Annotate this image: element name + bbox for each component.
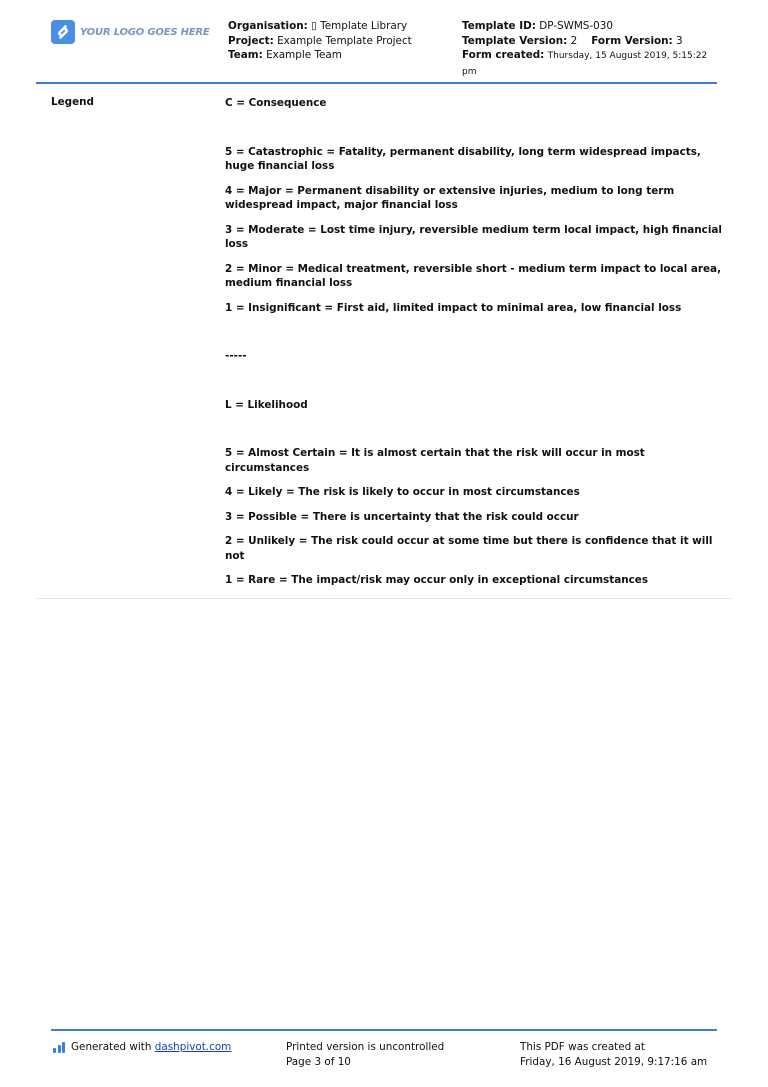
legend-line: 3 = Possible = There is uncertainty that the risk could occur [225, 510, 579, 523]
footer-divider [51, 1029, 717, 1031]
page-header [51, 16, 717, 82]
pdf-created-label: This PDF was created at [520, 1041, 645, 1053]
legend-line: 5 = Almost Certain = It is almost certain that the risk will occur in most circumstances [225, 447, 645, 474]
project-label: Project: [228, 34, 274, 47]
legend-label: Legend [51, 96, 94, 108]
footer-print-info [286, 1040, 444, 1069]
legend-line: 2 = Minor = Medical treatment, reversible short - medium term impact to local area, medium financial loss [225, 262, 722, 289]
dashpivot-chart-icon [53, 1042, 65, 1053]
dashpivot-link[interactable]: dashpivot.com [154, 1041, 232, 1053]
header-template-info [462, 19, 722, 79]
legend-line: 5 = Catastrophic = Fatality, permanent disability, long term widespread impacts, huge financial loss [225, 145, 701, 172]
template-id-row [462, 19, 722, 34]
legend-line: L = Likelihood [225, 398, 308, 411]
section-divider [36, 598, 732, 599]
template-id-value: DP-SWMS-030 [539, 20, 613, 32]
company-logo [51, 20, 210, 44]
header-divider [36, 82, 717, 84]
page-number: Page 3 of 10 [286, 1055, 351, 1068]
footer-generated [53, 1040, 231, 1055]
team-row [228, 48, 412, 63]
form-created-value: Thursday, 15 August 2019, 5:15:22 pm [462, 51, 708, 77]
printed-notice: Printed version is uncontrolled [286, 1041, 445, 1053]
team-value: Example Team [266, 49, 342, 61]
organisation-label: Organisation: [228, 20, 308, 32]
team-label: Team: [228, 49, 263, 61]
template-version-label: Template Version: [462, 34, 568, 47]
legend-line: C = Consequence [225, 97, 327, 109]
template-id-label: Template ID: [462, 20, 536, 32]
organisation-row [228, 19, 412, 34]
pdf-created-value: Friday, 16 August 2019, 9:17:16 am [520, 1055, 708, 1068]
legend-line: 4 = Likely = The risk is likely to occur in most circumstances [225, 486, 580, 498]
logo-text: YOUR LOGO GOES HERE [80, 26, 210, 38]
form-created-row [462, 48, 722, 79]
legend-line: 1 = Insignificant = First aid, limited impact to minimal area, low financial loss [225, 301, 682, 314]
project-row [228, 34, 412, 49]
legend-separator: ----- [225, 350, 247, 362]
form-version-label: Form Version: [591, 34, 673, 47]
legend-line: 4 = Major = Permanent disability or extensive injuries, medium to long term widespread impact, major financial loss [225, 184, 675, 211]
logo-icon [51, 20, 75, 44]
generated-prefix: Generated with [71, 1041, 155, 1053]
legend-line: 3 = Moderate = Lost time injury, reversible medium term local impact, high financial loss [225, 223, 722, 250]
organisation-value: ▯ Template Library [311, 20, 408, 32]
project-value: Example Template Project [277, 34, 412, 47]
version-row [462, 34, 722, 49]
form-created-label: Form created: [462, 49, 545, 61]
legend-content [225, 96, 725, 588]
legend-line: 1 = Rare = The impact/risk may occur only in exceptional circumstances [225, 574, 649, 586]
template-version-value: 2 [570, 34, 578, 47]
header-project-info [228, 19, 412, 63]
form-version-value: 3 [676, 34, 683, 47]
legend-line: 2 = Unlikely = The risk could occur at some time but there is confidence that it will not [225, 535, 713, 562]
footer-pdf-created [520, 1040, 707, 1069]
